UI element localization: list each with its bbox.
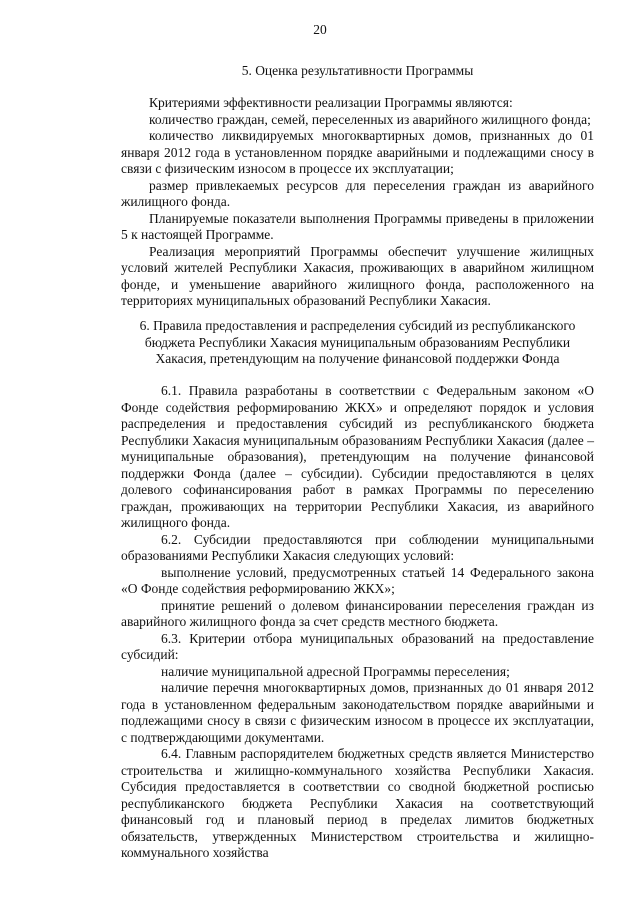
- section-5-heading: 5. Оценка результативности Программы: [241, 63, 474, 78]
- page-number: 20: [313, 22, 327, 37]
- section-6-heading: 6. Правила предоставления и распределения субсидий из республиканского бюджета Республики Хакасия муниципальным образованиям Республики Хакасия, претендующим на получение финансовой поддержки Фонда: [139, 318, 576, 366]
- section-6-paragraph: принятие решений о долевом финансировании переселения граждан из аварийного жилищного фонда за счет средств местного бюджета.: [121, 597, 594, 629]
- section-6-paragraph: наличие муниципальной адресной Программы переселения;: [161, 663, 510, 679]
- section-5-paragraph: количество ликвидируемых многоквартирных домов, признанных до 01 января 2012 года в установленном порядке аварийными и подлежащими сносу в связи с физическим износом в процессе их эксплуатации;: [121, 128, 594, 176]
- section-6-body: [121, 383, 594, 862]
- section-5-paragraph: Планируемые показатели выполнения Программы приведены в приложении 5 к настоящей Программе.: [121, 210, 594, 242]
- section-6-paragraph: наличие перечня многоквартирных домов, признанных до 01 января 2012 года в установленном федеральным законодательством порядке аварийными и подлежащими сносу в связи с физическим износом в процессе их эксплуатации, с подтверждающими документами.: [121, 680, 594, 745]
- section-6-paragraph: выполнение условий, предусмотренных статьей 14 Федерального закона «О Фонде содействия реформированию ЖКХ»;: [121, 564, 594, 596]
- section-5-paragraph: количество граждан, семей, переселенных из аварийного жилищного фонда;: [149, 111, 591, 127]
- section-6-paragraph: 6.2. Субсидии предоставляются при соблюдении муниципальными образованиями Республики Хакасия следующих условий:: [121, 531, 594, 563]
- section-5-paragraph: размер привлекаемых ресурсов для переселения граждан из аварийного жилищного фонда.: [121, 177, 594, 209]
- section-5-body: [121, 95, 594, 310]
- section-5-paragraph: Реализация мероприятий Программы обеспечит улучшение жилищных условий жителей Республики Хакасия, проживающих в аварийном жилищном фонде, и уменьшение аварийного жилищного фонда, расположенного на территориях муниципальных образований Республики Хакасия.: [121, 243, 594, 308]
- section-6-paragraph: 6.3. Критерии отбора муниципальных образований на предоставление субсидий:: [121, 630, 594, 662]
- section-6-paragraph: 6.4. Главным распорядителем бюджетных средств является Министерство строительства и жилищно-коммунального хозяйства Республики Хакасия. Субсидия предоставляется в соответствии со сводной бюджетной росписью республиканского бюджета Республики Хакасия на соответствующий финансовый год и плановый период в пределах лимитов бюджетных обязательств, утвержденных Министерством строительства и жилищно-коммунального хозяйства: [121, 746, 594, 860]
- section-5-paragraph: Критериями эффективности реализации Программы являются:: [149, 95, 513, 110]
- section-6-paragraph: 6.1. Правила разработаны в соответствии с Федеральным законом «О Фонде содействия реформированию ЖКХ» и определяют порядок и условия распределения и предоставления субсидий из республиканского бюджета Республики Хакасия муниципальным образованиям Республики Хакасия (далее – муниципальные образования), претендующим на получение финансовой поддержки Фонда (далее – субсидии). Субсидии предоставляются в целях долевого софинансирования работ в рамках Программы по переселению граждан, проживающих на территории Республики Хакасия, из аварийного жилищного фонда.: [121, 383, 594, 530]
